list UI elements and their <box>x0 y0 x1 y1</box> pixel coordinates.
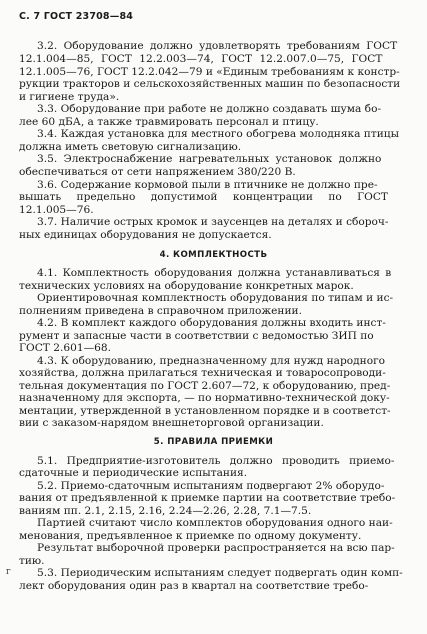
text-line: 3.4. Каждая установка для местного обогрева молодняка птицы <box>37 128 400 140</box>
text-line: ных единицах оборудования не допускается. <box>19 229 272 241</box>
text-line: тельная документация по ГОСТ 2.607—72, к оборудованию, пред- <box>19 380 391 392</box>
text-line: 4.1. Комплектность оборудования должна устанавливаться в <box>37 267 392 279</box>
text-line: лее 60 дБА, а также травмировать персонал и птицу. <box>19 116 319 128</box>
text-line: полнениям приведена в справочном приложении. <box>19 305 302 317</box>
text-line: должна иметь световую сигнализацию. <box>19 141 242 153</box>
text-line: сдаточные и периодические испытания. <box>19 467 248 479</box>
text-line: 5.3. Периодическим испытаниям следует подвергать один комп- <box>37 567 403 579</box>
text-line: Партией считают число комплектов оборудования одного наи- <box>37 517 393 529</box>
text-line: менования, предъявленное к приемке по одному документу. <box>19 530 362 542</box>
text-line: вышать предельно допустимой концентрации по ГОСТ <box>19 191 388 203</box>
text-line: 3.7. Наличие острых кромок и заусенцев на деталях и сбороч- <box>37 216 389 228</box>
text-line: 3.5. Электроснабжение нагревательных установок должно <box>37 153 382 165</box>
text-line: 12.1.005—76. <box>19 204 94 216</box>
section-heading: 4. КОМПЛЕКТНОСТЬ <box>159 250 268 260</box>
text-line: 5.2. Приемо-сдаточным испытаниям подвергают 2% оборудо- <box>37 480 385 492</box>
text-line: 12.1.004—85, ГОСТ 12.2.003—74, ГОСТ 12.2.007.0—75, ГОСТ <box>19 53 383 65</box>
text-line: хозяйства, должна прилагаться техническая и товаросопроводи- <box>19 367 386 379</box>
text-line: обеспечиваться от сети напряжением 380/220 В. <box>19 166 296 178</box>
text-line: румент и запасные части в соответствии с ведомостью ЗИП по <box>19 330 374 342</box>
text-line: тию. <box>19 555 45 567</box>
text-line: и гигиене труда». <box>19 91 120 103</box>
text-line: технических условиях на оборудование конкретных марок. <box>19 280 354 292</box>
text-line: вии с заказом-нарядом внешнеторговой организации. <box>19 417 324 429</box>
text-line: назначенному для экспорта, — по нормативно-технической доку- <box>19 392 390 404</box>
section-heading: 5. ПРАВИЛА ПРИЕМКИ <box>153 437 274 447</box>
text-line: вания от предъявленной к приемке партии на соответствие требо- <box>19 492 396 504</box>
text-line: ментации, утвержденной в установленном порядке и в соответст- <box>19 405 391 417</box>
text-line: 4.2. В комплект каждого оборудования должны входить инст- <box>37 317 386 329</box>
text-line: 3.3. Оборудование при работе не должно создавать шума бо- <box>37 103 382 115</box>
text-line: лект оборудования один раз в квартал на соответствие требо- <box>19 580 369 592</box>
text-line: Результат выборочной проверки распространяется на всю пар- <box>37 542 395 554</box>
margin-mark: г <box>6 567 11 577</box>
text-line: рукции тракторов и сельскохозяйственных машин по безопасности <box>19 78 401 90</box>
text-line: ГОСТ 2.601—68. <box>19 342 112 354</box>
text-line: 4.3. К оборудованию, предназначенному для нужд народного <box>37 355 385 367</box>
text-line: 3.6. Содержание кормовой пыли в птичнике не должно пре- <box>37 179 378 191</box>
text-line: 3.2. Оборудование должно удовлетворять требованиям ГОСТ <box>37 40 398 52</box>
text-line: ваниям пп. 2.1, 2.15, 2.16, 2.24—2.26, 2.28, 7.1—7.5. <box>19 505 312 517</box>
page-header: С. 7 ГОСТ 23708—84 <box>19 11 134 22</box>
text-line: 5.1. Предприятие-изготовитель должно проводить приемо- <box>37 455 395 467</box>
text-line: 12.1.005—76, ГОСТ 12.2.042—79 и «Единым требованиям к констр- <box>19 66 400 78</box>
text-line: Ориентировочная комплектность оборудования по типам и ис- <box>37 292 394 304</box>
